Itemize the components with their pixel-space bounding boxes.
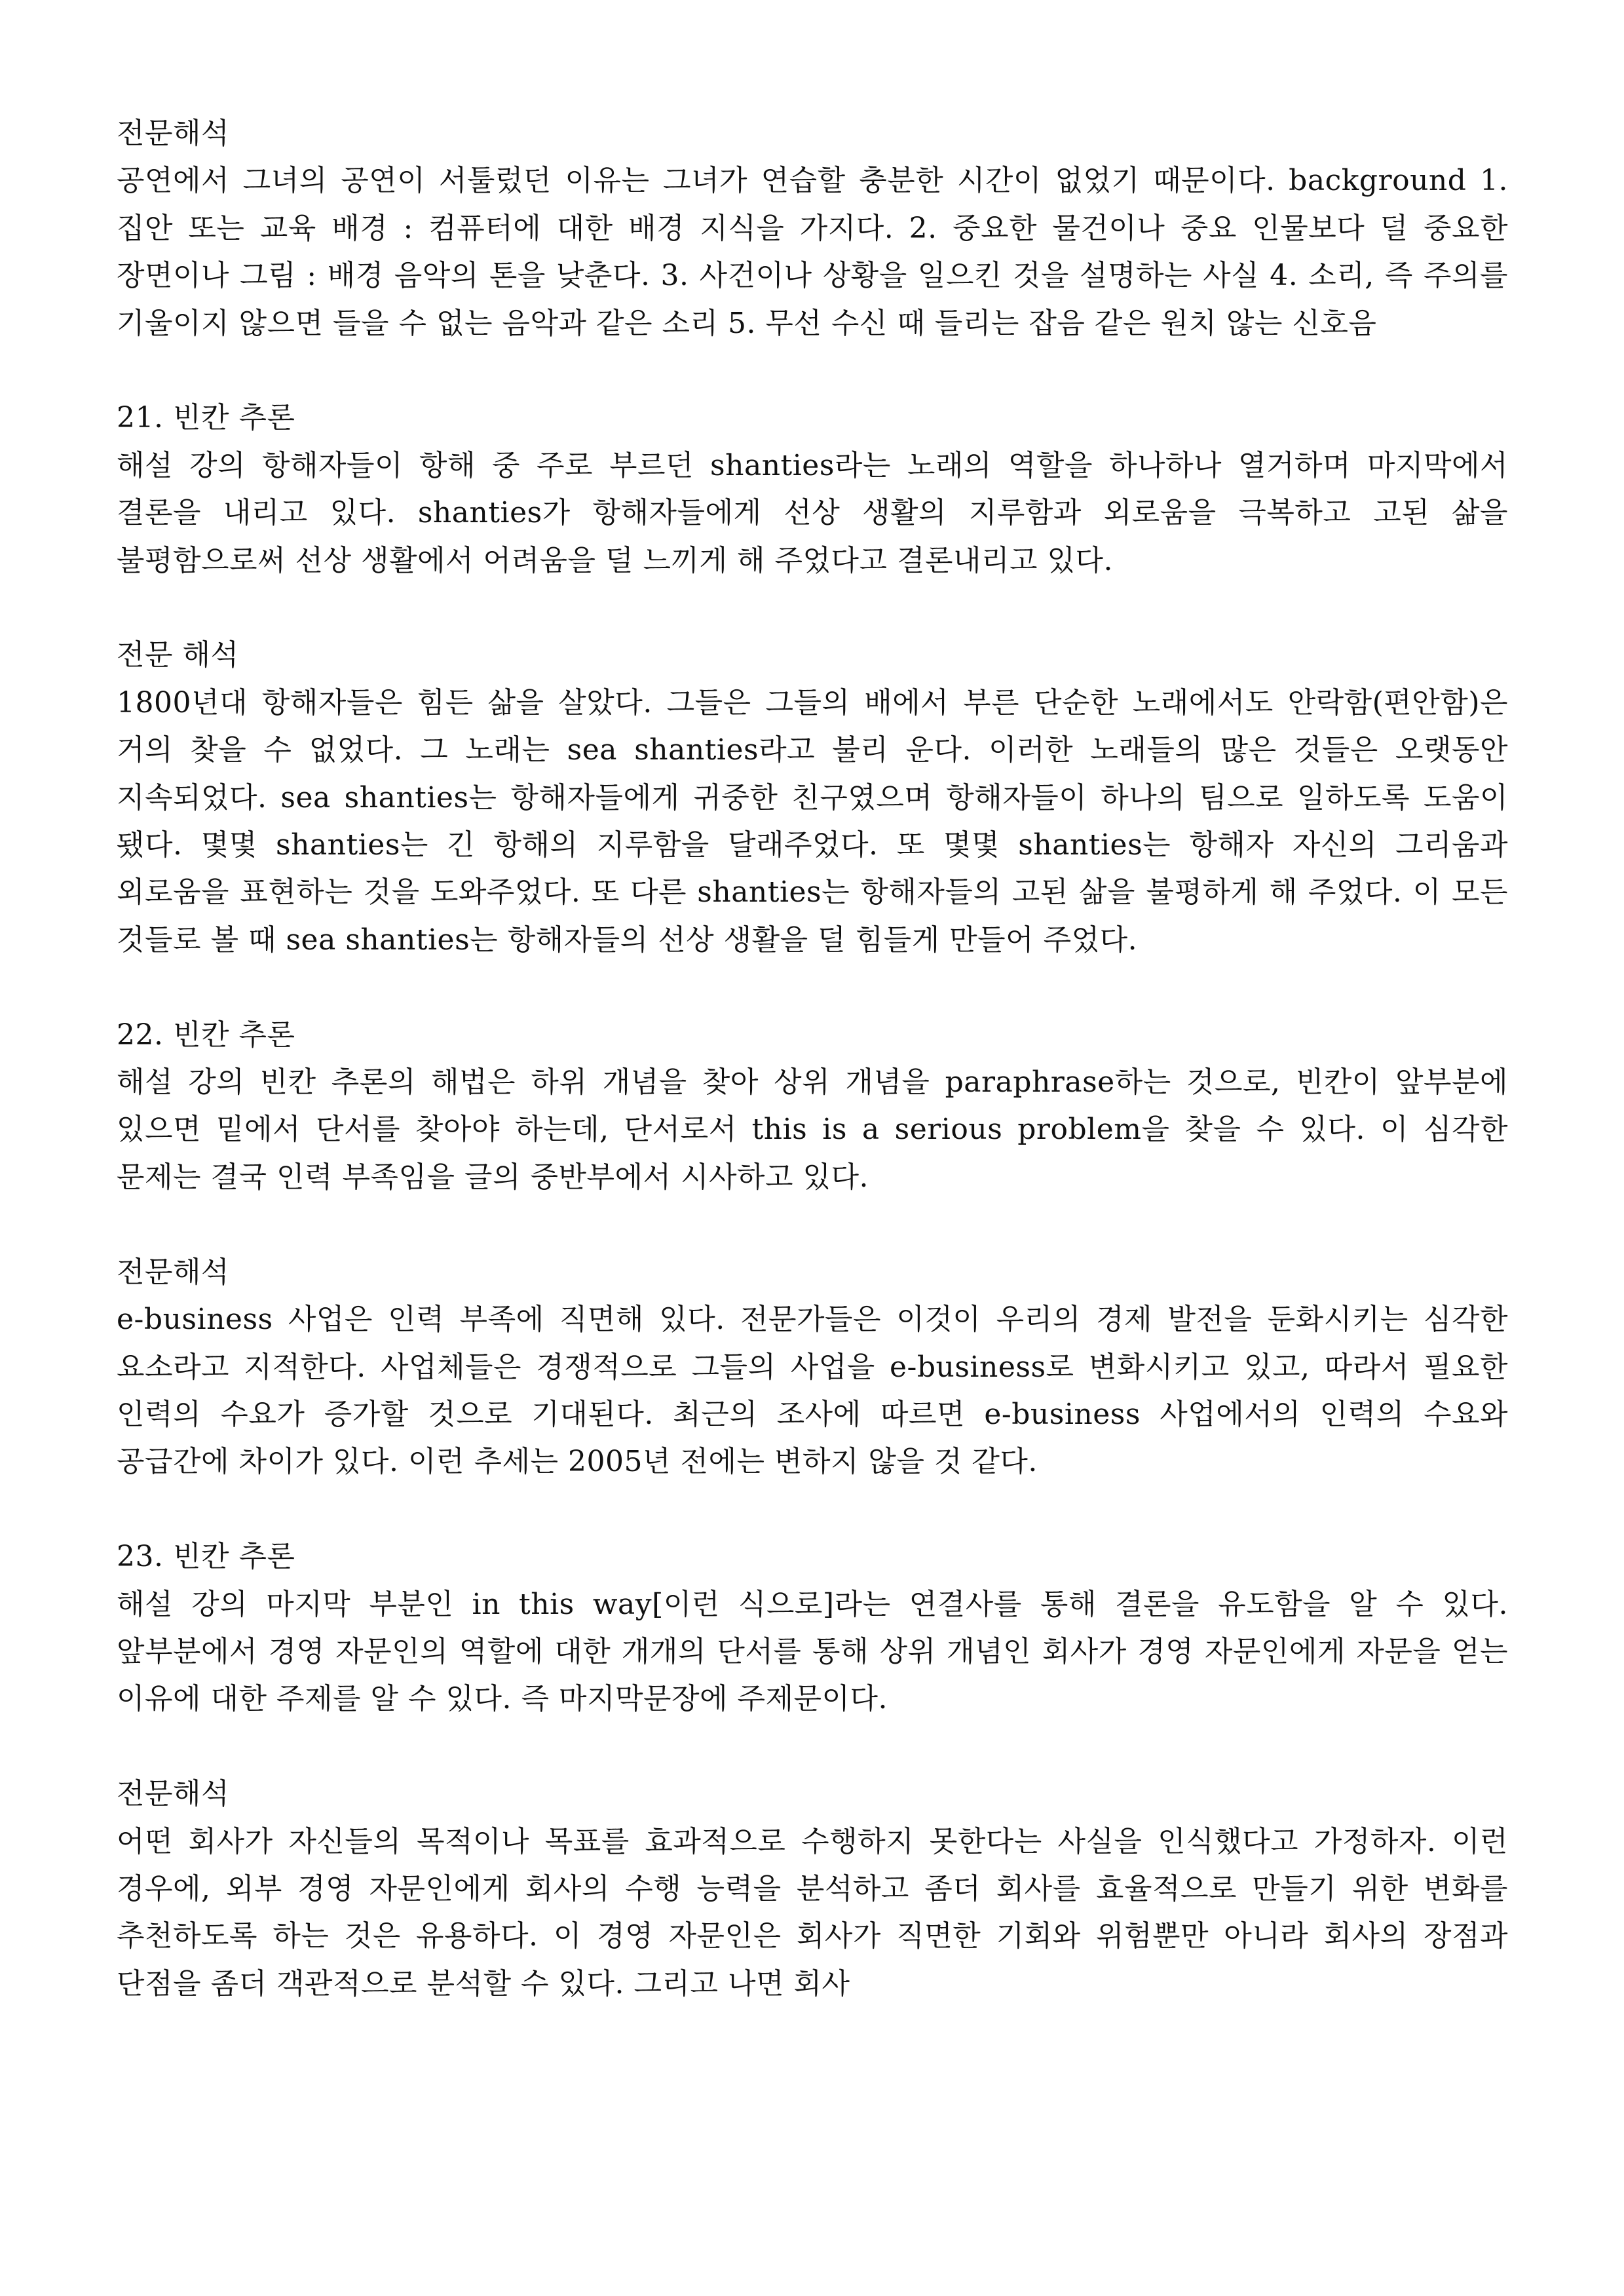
- section-full-translation-2: [117, 632, 1508, 964]
- section-full-translation-1: [117, 110, 1508, 347]
- section-paragraph: 해설 강의 항해자들이 항해 중 주로 부르던 shanties라는 노래의 역할을 하나하나 열거하며 마지막에서 결론을 내리고 있다. shanties가 항해자들에게 선상 생활의 지루함과 외로움을 극복하고 고된 삶을 불평함으로써 선상 생활에서 어려움을 덜 느끼게 해 주었다고 결론내리고 있다.: [117, 448, 1508, 577]
- section-full-translation-4: [117, 1770, 1508, 2008]
- section-paragraph: e-business 사업은 인력 부족에 직면해 있다. 전문가들은 이것이 우리의 경제 발전을 둔화시키는 심각한 요소라고 지적한다. 사업체들은 경쟁적으로 그들의 사업을 e-business로 변화시키고 있고, 따라서 필요한 인력의 수요가 증가할 것으로 기대된다. 최근의 조사에 따르면 e-business 사업에서의 인력의 수요와 공급간에 차이가 있다. 이런 추세는 2005년 전에는 변하지 않을 것 같다.: [117, 1303, 1508, 1479]
- section-paragraph: 1800년대 항해자들은 힘든 삶을 살았다. 그들은 그들의 배에서 부른 단순한 노래에서도 안락함(편안함)은 거의 찾을 수 없었다. 그 노래는 sea shanties라고 불리 운다. 이러한 노래들의 많은 것들은 오랫동안 지속되었다. sea shanties는 항해자들에게 귀중한 친구였으며 항해자들이 하나의 팀으로 일하도록 도움이 됐다. 몇몇 shanties는 긴 항해의 지루함을 달래주었다. 또 몇몇 shanties는 항해자 자신의 그리움과 외로움을 표현하는 것을 도와주었다. 또 다른 shanties는 항해자들의 고된 삶을 불평하게 해 주었다. 이 모든 것들로 볼 때 sea shanties는 항해자들의 선상 생활을 덜 힘들게 만들어 주었다.: [117, 685, 1509, 957]
- section-heading: 21. 빈칸 추론: [117, 401, 295, 435]
- section-question-23: [117, 1533, 1508, 1723]
- section-question-21: [117, 394, 1508, 584]
- section-heading: 전문해석: [117, 1255, 230, 1289]
- section-heading: 전문해석: [117, 1777, 230, 1811]
- section-paragraph: 해설 강의 마지막 부분인 in this way[이런 식으로]라는 연결사를 통해 결론을 유도함을 알 수 있다. 앞부분에서 경영 자문인의 역할에 대한 개개의 단서를 통해 상위 개념인 회사가 경영 자문인에게 자문을 얻는 이유에 대한 주제를 알 수 있다. 즉 마지막문장에 주제문이다.: [117, 1587, 1508, 1716]
- section-full-translation-3: [117, 1249, 1508, 1486]
- section-paragraph: 해설 강의 빈칸 추론의 해법은 하위 개념을 찾아 상위 개념을 paraphrase하는 것으로, 빈칸이 앞부분에 있으면 밑에서 단서를 찾아야 하는데, 단서로서 this is a serious problem을 찾을 수 있다. 이 심각한 문제는 결국 인력 부족임을 글의 중반부에서 시사하고 있다.: [117, 1065, 1508, 1194]
- section-paragraph: 공연에서 그녀의 공연이 서툴렀던 이유는 그녀가 연습할 충분한 시간이 없었기 때문이다. background 1. 집안 또는 교육 배경 : 컴퓨터에 대한 배경 지식을 가지다. 2. 중요한 물건이나 중요 인물보다 덜 중요한 장면이나 그림 : 배경 음악의 톤을 낮춘다. 3. 사건이나 상황을 일으킨 것을 설명하는 사실 4. 소리, 즉 주의를 기울이지 않으면 들을 수 없는 음악과 같은 소리 5. 무선 수신 때 들리는 잡음 같은 원치 않는 신호음: [117, 164, 1508, 340]
- section-heading: 전문해석: [117, 117, 230, 150]
- section-heading: 전문 해석: [117, 638, 239, 672]
- section-heading: 23. 빈칸 추론: [117, 1540, 295, 1574]
- section-paragraph: 어떤 회사가 자신들의 목적이나 목표를 효과적으로 수행하지 못한다는 사실을 인식했다고 가정하자. 이런 경우에, 외부 경영 자문인에게 회사의 수행 능력을 분석하고 좀더 회사를 효율적으로 만들기 위한 변화를 추천하도록 하는 것은 유용하다. 이 경영 자문인은 회사가 직면한 기회와 위험뿐만 아니라 회사의 장점과 단점을 좀더 객관적으로 분석할 수 있다. 그리고 나면 회사: [117, 1824, 1508, 2000]
- document-body: [117, 110, 1508, 2008]
- section-heading: 22. 빈칸 추론: [117, 1018, 295, 1052]
- section-question-22: [117, 1012, 1508, 1202]
